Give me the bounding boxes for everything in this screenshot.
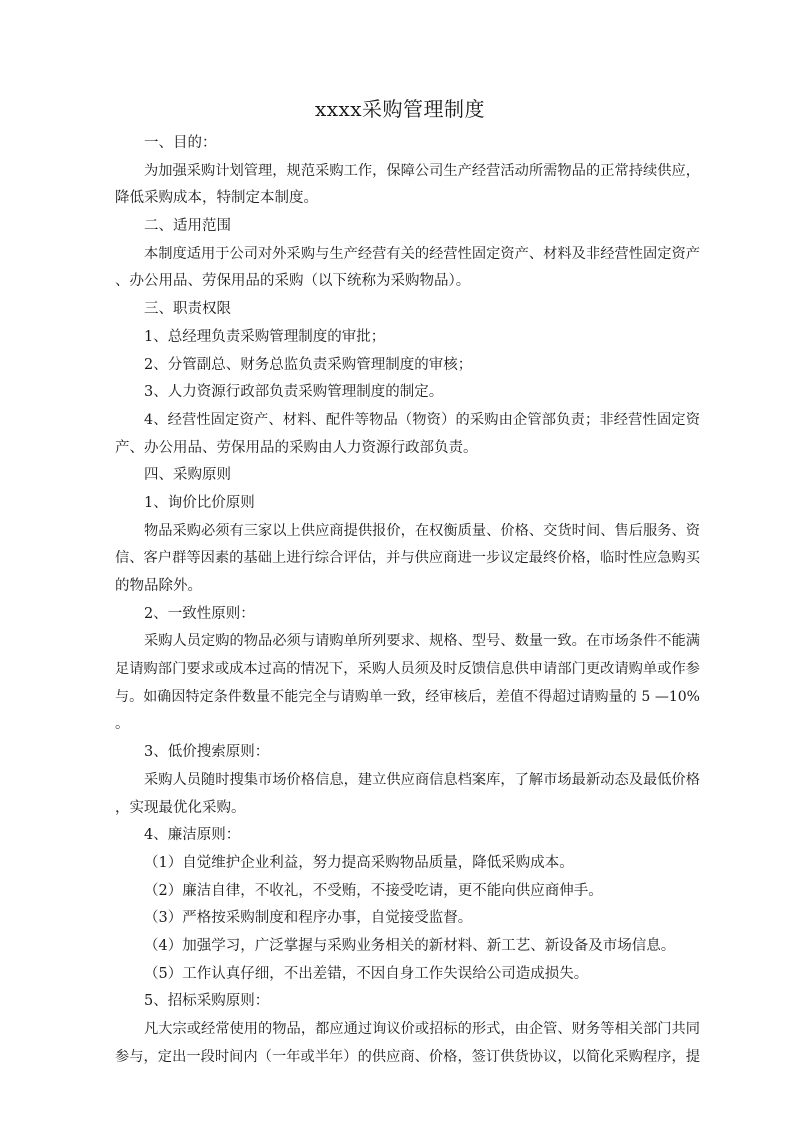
text-line: 的物品除外。 — [115, 578, 202, 594]
document-body — [115, 130, 700, 1071]
text-line: 、办公用品、劳保用品的采购（以下统称为采购物品）。 — [115, 273, 471, 290]
text-line: （4）加强学习，广泛掌握与采购业务相关的新材料、新工艺、新设备及市场信息。 — [144, 937, 676, 954]
text-line: 3、低价搜索原则： — [144, 744, 270, 761]
text-line: 三、职责权限 — [144, 301, 231, 318]
text-line: （3）严格按采购制度和程序办事，自觉接受监督。 — [144, 910, 473, 927]
text-line: 产、办公用品、劳保用品的采购由人力资源行政部负责。 — [115, 439, 478, 456]
text-line: ，实现最优化采购。 — [115, 799, 246, 816]
text-line: （5）工作认真仔细，不出差错，不因自身工作失误给公司造成损失。 — [144, 965, 589, 982]
document-title: xxxx采购管理制度 — [314, 97, 486, 121]
text-line: 3、人力资源行政部负责采购管理制度的制定。 — [144, 384, 444, 401]
text-line: 信、客户群等因素的基础上进行综合评估，并与供应商进一步议定最终价格，临时性应急购买 — [115, 550, 700, 567]
text-line: 1、询价比价原则 — [144, 494, 255, 511]
text-line: 一、目的： — [144, 135, 217, 151]
text-line: 二、适用范围 — [144, 218, 231, 235]
text-line: 4、廉洁原则： — [144, 827, 241, 844]
text-line: 降低采购成本，特制定本制度。 — [115, 190, 318, 207]
text-line: （1）自觉维护企业利益，努力提高采购物品质量，降低采购成本。 — [144, 854, 574, 871]
text-line: 1、总经理负责采购管理制度的审批； — [144, 328, 386, 345]
text-line: 采购人员随时搜集市场价格信息，建立供应商信息档案库，了解市场最新动态及最低价格 — [144, 771, 700, 788]
text-line: 足请购部门要求或成本过高的情况下，采购人员须及时反馈信息供申请部门更改请购单或作参 — [115, 661, 700, 678]
text-line: 5、招标采购原则： — [144, 993, 270, 1010]
text-line: 为加强采购计划管理，规范采购工作，保障公司生产经营活动所需物品的正常持续供应， — [144, 162, 700, 179]
text-line: 2、一致性原则： — [144, 605, 255, 622]
text-line: 与。如确因特定条件数量不能完全与请购单一致，经审核后，差值不得超过请购量的 5 —10% — [115, 688, 700, 705]
text-line: 四、采购原则 — [144, 467, 231, 484]
text-line: （2）廉洁自律，不收礼，不受贿，不接受吃请，更不能向供应商伸手。 — [144, 882, 603, 899]
text-line: 物品采购必须有三家以上供应商提供报价，在权衡质量、价格、交货时间、售后服务、资 — [144, 522, 700, 539]
text-line: 。 — [115, 716, 130, 733]
text-line: 参与，定出一段时间内（一年或半年）的供应商、价格，签订供货协议，以简化采购程序，提 — [115, 1048, 700, 1065]
text-line: 本制度适用于公司对外采购与生产经营有关的经营性固定资产、材料及非经营性固定资产 — [144, 245, 700, 262]
text-line: 2、分管副总、财务总监负责采购管理制度的审核； — [144, 356, 473, 373]
text-line: 4、经营性固定资产、材料、配件等物品（物资）的采购由企管部负责；非经营性固定资 — [144, 411, 700, 428]
text-line: 凡大宗或经常使用的物品，都应通过询议价或招标的形式，由企管、财务等相关部门共同 — [144, 1021, 700, 1037]
text-line: 采购人员定购的物品必须与请购单所列要求、规格、型号、数量一致。在市场条件不能满 — [144, 633, 700, 650]
